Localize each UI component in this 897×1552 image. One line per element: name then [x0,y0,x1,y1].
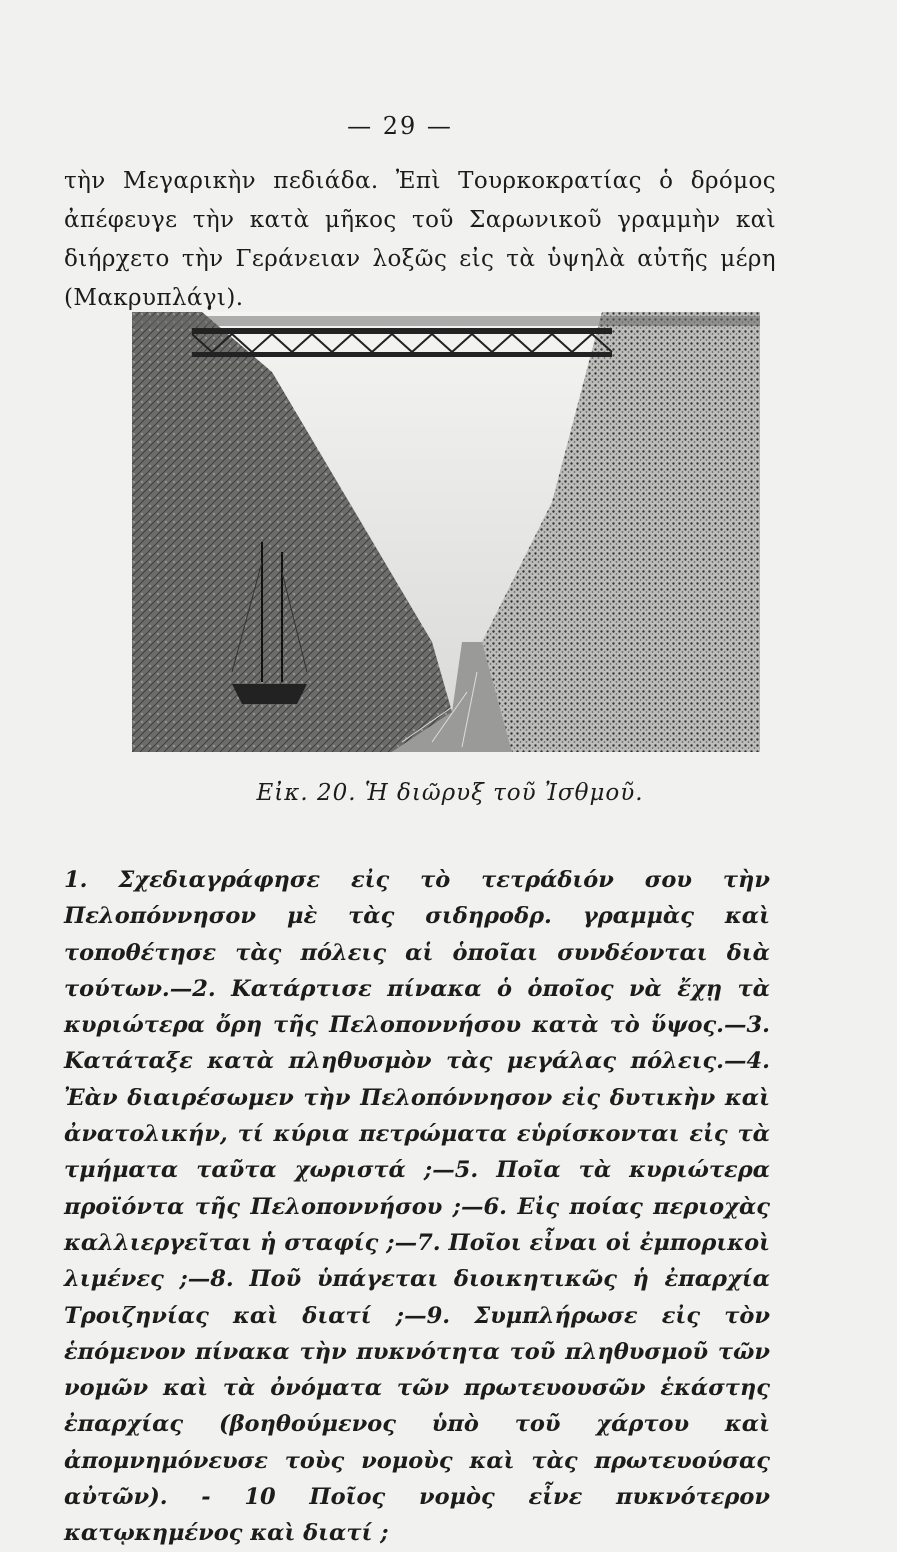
intro-paragraph: τὴν Μεγαρικὴν πεδιάδα. Ἐπὶ Τουρκοκρατίας ὁ δρόμος ἀπέφευγε τὴν κατὰ μῆκος τοῦ Σαρωνικοῦ γραμμὴν καὶ διήρχετο τὴν Γεράνειαν λοξῶς εἰς τὰ ὑψηλὰ αὐτῆς μέρη (Μακρυπλάγι). [64,168,776,311]
figure-caption: Εἰκ. 20. Ἡ διῶρυξ τοῦ Ἰσθμοῦ. [256,780,644,806]
exercises-paragraph: 1. Σχεδιαγράφησε εἰς τὸ τετράδιόν σου τὴν Πελοπόννησον μὲ τὰς σιδηροδρ. γραμμὰς καὶ τοποθέτησε τὰς πόλεις αἱ ὁποῖαι συνδέονται διὰ τούτων.—2. Κατάρτισε πίνακα ὁ ὁποῖος νὰ ἔχῃ τὰ κυριώτερα ὄρη τῆς Πελοποννήσου κατὰ τὸ ὕψος.—3. Κατάταξε κατὰ πληθυσμὸν τὰς μεγάλας πόλεις.—4. Ἐὰν διαιρέσωμεν τὴν Πελοπόννησον εἰς δυτικὴν καὶ ἀνατολικήν, τί κύρια πετρώματα εὑρίσκονται εἰς τὰ τμήματα ταῦτα χωριστά ;—5. Ποῖα τὰ κυριώτερα προϊόντα τῆς Πελοποννήσου ;—6. Εἰς ποίας περιοχὰς καλλιεργεῖται ἡ σταφίς ;—7. Ποῖοι εἶναι οἱ ἐμπορικοὶ λιμένες ;—8. Ποῦ ὑπάγεται διοικητικῶς ἡ ἐπαρχία Τροιζηνίας καὶ διατί ;—9. Συμπλήρωσε εἰς τὸν ἑπόμενον πίνακα τὴν πυκνότητα τοῦ πληθυσμοῦ τῶν νομῶν καὶ τὰ ὀνόματα τῶν πρωτευουσῶν ἑκάστης ἐπαρχίας (βοηθούμενος ὑπὸ τοῦ χάρτου καὶ ἀπομνημόνευσε τοὺς νομοὺς καὶ τὰς πρωτευούσας αὐτῶν). - 10 Ποῖος νομὸς εἶνε πυκνότερον κατῳκημένος καὶ διατί ; [64,867,770,1547]
page-number: — 29 — [347,112,453,140]
canal-illustration [132,312,760,752]
canal-photograph [132,312,760,752]
